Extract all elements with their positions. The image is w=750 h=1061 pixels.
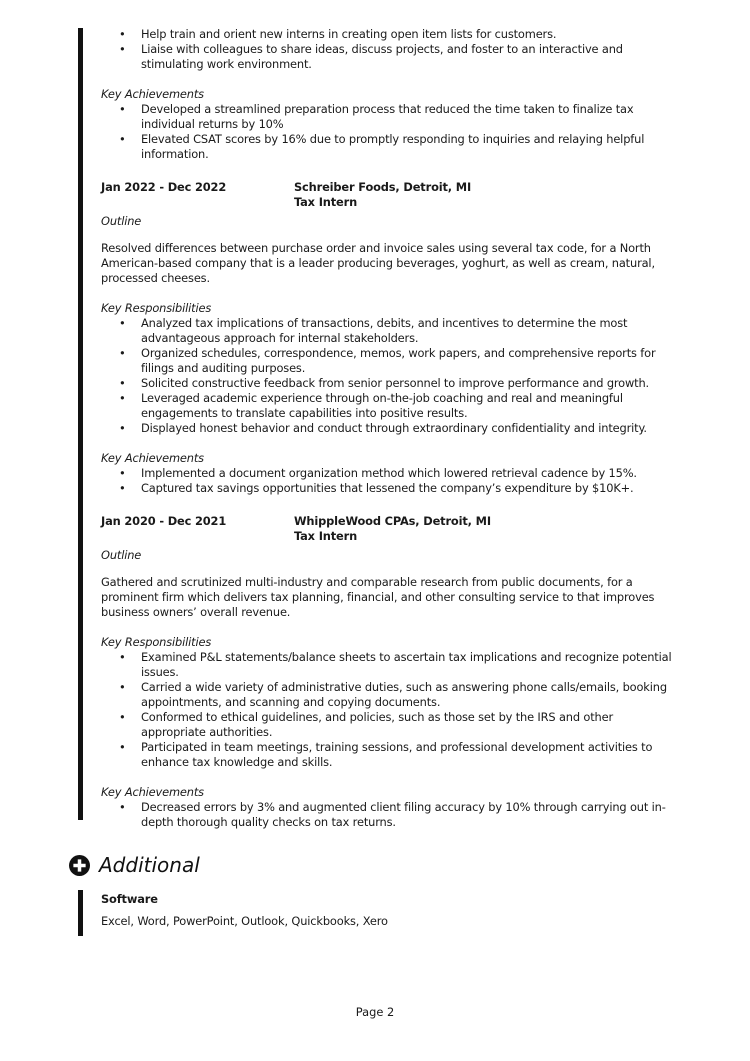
list-item: • Carried a wide variety of administrative duties, such as answering phone calls/emails, booking appointments, and scanning and copying documents. bbox=[141, 680, 679, 710]
achievements-list bbox=[101, 466, 679, 496]
additional-section-header bbox=[69, 850, 200, 880]
page-number: Page 2 bbox=[355, 1005, 395, 1019]
list-item: • Conformed to ethical guidelines, and policies, such as those set by the IRS and other appropriate authorities. bbox=[141, 710, 679, 740]
job-dates: Jan 2022 - Dec 2022 bbox=[101, 180, 227, 194]
list-item: • Examined P&L statements/balance sheets to ascertain tax implications and recognize potential issues. bbox=[141, 650, 679, 680]
additional-section-bar bbox=[78, 890, 83, 936]
job-header bbox=[101, 180, 679, 210]
section-title: Additional bbox=[99, 853, 200, 877]
key-achievements-label: Key Achievements bbox=[101, 785, 204, 799]
list-item: • Elevated CSAT scores by 16% due to promptly responding to inquiries and relaying helpful information. bbox=[141, 132, 679, 162]
responsibilities-list bbox=[101, 316, 679, 436]
key-achievements-label: Key Achievements bbox=[101, 87, 204, 101]
key-achievements-label: Key Achievements bbox=[101, 451, 204, 465]
job-outline: Gathered and scrutinized multi-industry and comparable research from public documents, for a prominent firm which delivers tax planning, financial, and other consulting service to that improves business owners’ overall revenue. bbox=[101, 575, 655, 619]
plus-circle-icon bbox=[69, 855, 90, 876]
list-item: • Liaise with colleagues to share ideas, discuss projects, and foster to an interactive and stimulating work environment. bbox=[141, 42, 679, 72]
job-dates: Jan 2020 - Dec 2021 bbox=[101, 514, 227, 528]
list-item: • Developed a streamlined preparation process that reduced the time taken to finalize tax individual returns by 10% bbox=[141, 102, 679, 132]
job-company-block bbox=[294, 514, 491, 544]
bullet-list bbox=[101, 27, 679, 72]
list-item: • Participated in team meetings, training sessions, and professional development activities to enhance tax knowledge and skills. bbox=[141, 740, 679, 770]
software-heading: Software bbox=[101, 892, 158, 906]
software-list: Excel, Word, PowerPoint, Outlook, Quickbooks, Xero bbox=[101, 914, 388, 928]
list-item: • Decreased errors by 3% and augmented client filing accuracy by 10% through carrying out in-depth thorough quality checks on tax returns. bbox=[141, 800, 679, 830]
key-responsibilities-label: Key Responsibilities bbox=[101, 635, 212, 649]
list-item: • Captured tax savings opportunities that lessened the company’s expenditure by $10K+. bbox=[141, 481, 679, 496]
additional-section bbox=[101, 892, 679, 929]
job-title: Tax Intern bbox=[294, 529, 358, 543]
outline-label: Outline bbox=[101, 214, 142, 228]
achievements-list bbox=[101, 800, 679, 830]
job-title: Tax Intern bbox=[294, 195, 358, 209]
list-item: • Implemented a document organization method which lowered retrieval cadence by 15%. bbox=[141, 466, 679, 481]
list-item: • Displayed honest behavior and conduct through extraordinary confidentiality and integrity. bbox=[141, 421, 679, 436]
job-header bbox=[101, 514, 679, 544]
achievements-list bbox=[101, 102, 679, 162]
key-responsibilities-label: Key Responsibilities bbox=[101, 301, 212, 315]
list-item: • Help train and orient new interns in creating open item lists for customers. bbox=[141, 27, 679, 42]
job-company-block bbox=[294, 180, 471, 210]
list-item: • Solicited constructive feedback from senior personnel to improve performance and growth. bbox=[141, 376, 679, 391]
job-company: Schreiber Foods, Detroit, MI bbox=[294, 180, 472, 194]
list-item: • Organized schedules, correspondence, memos, work papers, and comprehensive reports for filings and auditing purposes. bbox=[141, 346, 679, 376]
list-item: • Leveraged academic experience through on-the-job coaching and real and meaningful engagements to translate capabilities into positive results. bbox=[141, 391, 679, 421]
experience-section bbox=[101, 27, 679, 830]
responsibilities-list bbox=[101, 650, 679, 770]
experience-section-bar bbox=[78, 28, 83, 820]
outline-label: Outline bbox=[101, 548, 142, 562]
job-outline: Resolved differences between purchase order and invoice sales using several tax code, for a North American-based company that is a leader producing beverages, yoghurt, as well as cream, natural, processed cheeses. bbox=[101, 241, 655, 285]
list-item: • Analyzed tax implications of transactions, debits, and incentives to determine the most advantageous approach for internal stakeholders. bbox=[141, 316, 679, 346]
job-company: WhippleWood CPAs, Detroit, MI bbox=[294, 514, 491, 528]
